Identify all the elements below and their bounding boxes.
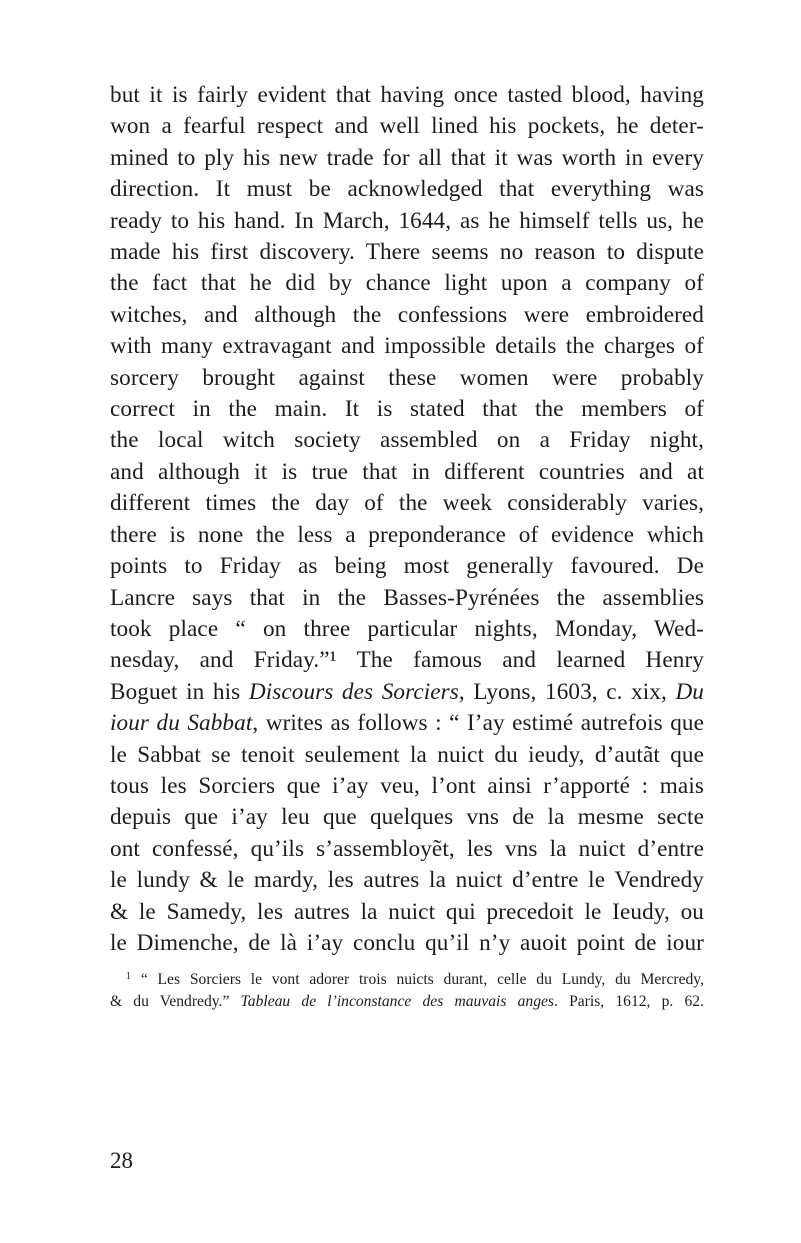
text-line: direction. It must be acknowledged that everything was xyxy=(110,176,704,203)
text-line: & le Samedy, les autres la nuict qui precedoit le Ieudy, ou xyxy=(110,898,704,925)
text-line: with many extravagant and impossible details the charges of xyxy=(110,333,704,360)
text-line: but it is fairly evident that having once tasted blood, having xyxy=(110,82,704,108)
page-content xyxy=(110,80,704,1013)
text-line: le Dimenche, de là i’ay conclu qu’il n’y auoit point de iour xyxy=(110,929,704,956)
text-line: won a fearful respect and well lined his pockets, he deter- xyxy=(110,113,704,140)
text-line: le Sabbat se tenoit seulement la nuict du ieudy, d’autãt que xyxy=(110,741,704,768)
text-line: Lancre says that in the Basses-Pyrénées the assemblies xyxy=(110,584,704,611)
text-run: Boguet in his xyxy=(110,678,249,705)
text-line xyxy=(110,677,704,708)
body-text xyxy=(110,80,704,959)
footnote xyxy=(110,966,704,1013)
text-line: different times the day of the week considerably varies, xyxy=(110,490,704,517)
text-run: , writes as follows : “ I’ay estimé autrefois que xyxy=(252,710,705,737)
book-title: Discours des Sorciers xyxy=(248,678,459,705)
footnote-book-title: Tableau de l’inconstance des mauvais anges xyxy=(240,993,554,1011)
text-line: nesday, and Friday.”¹ The famous and learned Henry xyxy=(110,647,704,674)
text-line: points to Friday as being most generally favoured. De xyxy=(110,553,704,580)
footnote-text: . Paris, 1612, p. 62. xyxy=(554,993,704,1011)
text-line: le lundy & le mardy, les autres la nuict d’entre le Vendredy xyxy=(110,867,704,894)
text-line: the local witch society assembled on a Friday night, xyxy=(110,427,704,454)
text-line: correct in the main. It is stated that the members of xyxy=(110,396,704,423)
footnote-marker: 1 xyxy=(126,971,131,983)
footnote-text: & du Vendredy.” xyxy=(110,993,241,1011)
text-run: , Lyons, 1603, c. xix, xyxy=(458,678,676,705)
text-line: there is none the less a preponderance of evidence which xyxy=(110,521,704,548)
text-line: depuis que i’ay leu que quelques vns de la mesme secte xyxy=(110,804,704,831)
footnote-line xyxy=(110,991,704,1013)
footnote-line xyxy=(110,966,704,991)
book-title: iour du Sabbat xyxy=(110,710,253,737)
text-line: ready to his hand. In March, 1644, as he himself tells us, he xyxy=(110,207,704,234)
text-line: sorcery brought against these women were probably xyxy=(110,364,704,391)
text-line: took place “ on three particular nights, Monday, Wed- xyxy=(110,615,704,642)
text-line: the fact that he did by chance light upon a company of xyxy=(110,270,704,297)
footnote-text: “ Les Sorciers le vont adorer trois nuicts durant, celle du Lundy, du Mercredy, xyxy=(140,971,704,989)
book-title: Du xyxy=(675,678,704,705)
text-line: ont confessé, qu’ils s’assembloyẽt, les vns la nuict d’entre xyxy=(110,835,704,862)
text-line: tous les Sorciers que i’ay veu, l’ont ainsi r’apporté : mais xyxy=(110,772,704,799)
text-line: and although it is true that in different countries and at xyxy=(110,458,704,485)
text-line: witches, and although the confessions were embroidered xyxy=(110,301,704,328)
page-number: 28 xyxy=(110,1148,133,1173)
text-line xyxy=(110,708,704,739)
text-line: mined to ply his new trade for all that it was worth in every xyxy=(110,144,704,171)
text-line: made his first discovery. There seems no reason to dispute xyxy=(110,239,704,266)
